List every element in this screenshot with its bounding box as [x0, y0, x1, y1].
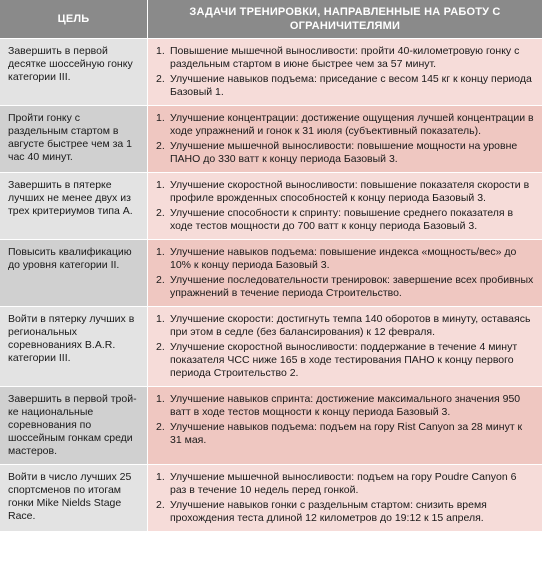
tasks-cell: [148, 39, 542, 105]
task-number: 2.: [156, 73, 165, 85]
table-header: [0, 0, 542, 38]
task-item: [156, 341, 534, 380]
goal-cell: Завершить в первой десятке шоссейную гонку категории III.: [0, 39, 148, 105]
table-row: [0, 239, 542, 306]
task-number: 1.: [156, 246, 165, 258]
goal-cell: Повысить квалификацию до уровня категории II.: [0, 240, 148, 306]
tasks-cell: [148, 387, 542, 464]
goal-cell: Пройти гонку с раздельным стартом в августе быстрее чем за 1 час 40 минут.: [0, 106, 148, 172]
table-row: [0, 386, 542, 464]
table-row: [0, 464, 542, 531]
task-number: 2.: [156, 274, 165, 286]
task-text: Улучшение мышечной выносливости: повышение мощности на уровне ПАНО до 330 ватт к концу периода Базовый 3.: [170, 140, 518, 165]
task-number: 1.: [156, 393, 165, 405]
task-item: [156, 313, 534, 339]
header-tasks: ЗАДАЧИ ТРЕНИРОВКИ, НАПРАВЛЕННЫЕ НА РАБОТУ С ОГРАНИЧИТЕЛЯМИ: [189, 6, 501, 32]
goal-cell: Завершить в первой трой-ке национальные соревнования по шоссейным гонкам среди мастеров.: [0, 387, 148, 464]
task-text: Улучшение скорости: достигнуть темпа 140 оборотов в минуту, оставаясь при этом в седле (без балансирования) к 12 февраля.: [170, 313, 531, 338]
task-item: [156, 274, 534, 300]
task-text: Улучшение последовательности тренировок: завершение всех пробивных упражнений в течение периода Строительство.: [170, 274, 534, 299]
tasks-cell: [148, 106, 542, 172]
goal-cell: Войти в пятерку лучших в региональных соревнованиях B.A.R. категории III.: [0, 307, 148, 386]
task-number: 2.: [156, 140, 165, 152]
task-item: [156, 73, 534, 99]
task-text: Улучшение способности к спринту: повышение среднего показателя в ходе тестов мощности до 700 ватт к концу периода Базовый 3.: [170, 207, 514, 232]
task-number: 1.: [156, 471, 165, 483]
table-row: [0, 172, 542, 239]
goal-cell: Войти в число лучших 25 спортсменов по итогам гонки Mike Nields Stage Race.: [0, 465, 148, 531]
task-number: 2.: [156, 421, 165, 433]
tasks-cell: [148, 307, 542, 386]
task-text: Улучшение навыков подъема: повышение индекса «мощность/вес» до 10% к концу периода Базовый 3.: [170, 246, 517, 271]
task-number: 1.: [156, 112, 165, 124]
task-item: [156, 393, 534, 419]
task-item: [156, 112, 534, 138]
header-goal: ЦЕЛЬ: [0, 0, 148, 38]
task-text: Улучшение концентрации: достижение ощущения лучшей концентрации в ходе упражнений и гонок к 31 июля (субъективный показатель).: [170, 112, 534, 137]
task-item: [156, 499, 534, 525]
tasks-cell: [148, 465, 542, 531]
table-row: [0, 105, 542, 172]
task-text: Улучшение навыков подъема: подъем на гору Rist Canyon за 28 минут к 31 мая.: [170, 421, 523, 446]
table-row: [0, 38, 542, 105]
task-text: Улучшение навыков спринта: достижение максимального значения 950 ватт в ходе тестов мощности к концу периода Базовый 3.: [170, 393, 521, 418]
task-text: Улучшение мышечной выносливости: подъем на гору Poudre Canyon 6 раз в течение 10 недель перед гонкой.: [170, 471, 517, 496]
task-number: 1.: [156, 45, 165, 57]
task-text: Улучшение навыков гонки с раздельным стартом: снизить время прохождения теста длиной 12 километров до 19:12 к 15 апреля.: [170, 499, 487, 524]
tasks-cell: [148, 240, 542, 306]
task-item: [156, 140, 534, 166]
task-item: [156, 45, 534, 71]
task-item: [156, 246, 534, 272]
table-row: [0, 306, 542, 386]
task-text: Улучшение скоростной выносливости: поддержание в течение 4 минут показателя ЧСС ниже 165 в ходе тестирования ПАНО к концу первого периода Строительство 2.: [170, 341, 518, 379]
goal-cell: Завершить в пятерке лучших не менее двух из трех критериумов типа А.: [0, 173, 148, 239]
task-text: Повышение мышечной выносливости: пройти 40-километровую гонку с раздельным стартом в июне быстрее чем за 57 минут.: [170, 45, 520, 70]
task-item: [156, 179, 534, 205]
task-item: [156, 471, 534, 497]
table-body: [0, 38, 542, 531]
task-text: Улучшение навыков подъема: приседание с весом 145 кг к концу периода Базовый 1.: [170, 73, 532, 98]
task-item: [156, 207, 534, 233]
task-text: Улучшение скоростной выносливости: повышение показателя скорости в профиле врожденных способностей к концу периода Базовый 3.: [170, 179, 530, 204]
tasks-cell: [148, 173, 542, 239]
task-number: 2.: [156, 207, 165, 219]
task-number: 2.: [156, 499, 165, 511]
task-number: 2.: [156, 341, 165, 353]
task-number: 1.: [156, 179, 165, 191]
task-number: 1.: [156, 313, 165, 325]
task-item: [156, 421, 534, 447]
